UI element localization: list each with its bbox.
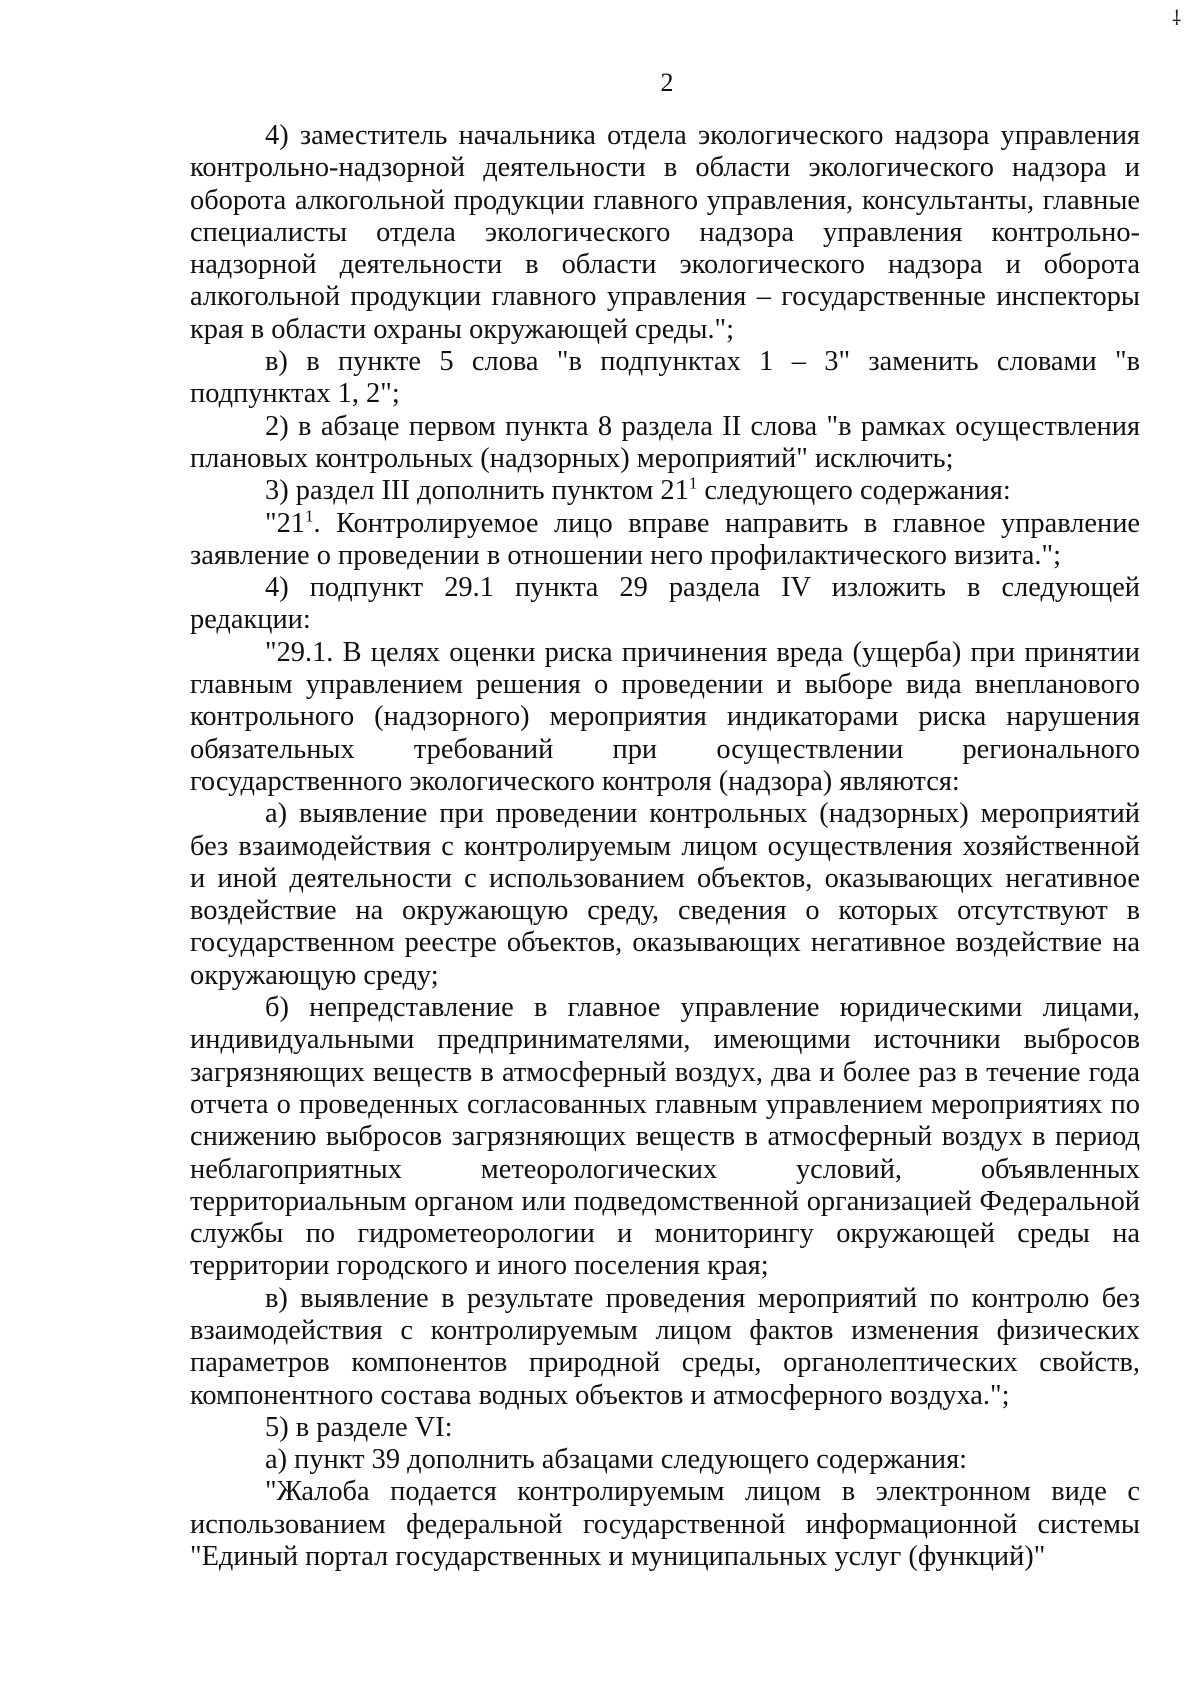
paragraph-item-3 xyxy=(190,475,1140,507)
paragraph-subitem-a: а) пункт 39 дополнить абзацами следующего содержания: xyxy=(265,1444,968,1476)
clause-21-1-text: . Контролируемое лицо вправе направить в главное управление заявление о проведении в отношении него профилактического визита."; xyxy=(190,507,1140,571)
paragraph-item-4: 4) заместитель начальника отдела экологического надзора управления контрольно-надзорной деятельности в области экологического надзора и оборота алкогольной продукции главного управления, консультанты, главные специалисты отдела экологического надзора управления контрольно-надзорной деятельности в области экологического надзора и оборота алкогольной продукции главного управления – государственные инспекторы края в области охраны окружающей среды."; xyxy=(190,120,1140,345)
paragraph-item-3-tail: следующего содержания: xyxy=(697,475,1011,507)
scan-mark-icon: ⸸ xyxy=(1172,6,1182,30)
paragraph-indicator-b: б) непредставление в главное управление юридическими лицами, индивидуальными предпринимателями, имеющими источники выбросов загрязняющих веществ в атмосферный воздух, два и более раз в течение года отчета о проведенных согласованных главным управлением мероприятиях по снижению выбросов загрязняющих веществ в атмосферный воздух в период неблагоприятных метеорологических условий, объявленных территориальным органом или подведомственной организацией Федеральной службы по гидрометеорологии и мониторингу окружающей среды на территории городского и иного поселения края; xyxy=(190,992,1140,1282)
superscript: 1 xyxy=(304,506,314,526)
paragraph-subitem-v: в) в пункте 5 слова "в подпунктах 1 – 3" заменить словами "в подпунктах 1, 2"; xyxy=(190,346,1140,410)
superscript: 1 xyxy=(688,473,698,493)
paragraph-complaint: "Жалоба подается контролируемым лицом в электронном виде с использованием федеральной государственной информационной системы "Единый портал государственных и муниципальных услуг (функций)" xyxy=(190,1476,1140,1573)
paragraph-indicator-a: а) выявление при проведении контрольных (надзорных) мероприятий без взаимодействия с контролируемым лицом осуществления хозяйственной и иной деятельности с использованием объектов, оказывающих негативное воздействие на окружающую среду, сведения о которых отсутствуют в государственном реестре объектов, оказывающих негативное воздействие на окружающую среду; xyxy=(190,798,1140,991)
paragraph-item-2: 2) в абзаце первом пункта 8 раздела II слова "в рамках осуществления плановых контрольных (надзорных) мероприятий" исключить; xyxy=(190,410,1140,474)
paragraph-item-4-subpoint: 4) подпункт 29.1 пункта 29 раздела IV изложить в следующей редакции: xyxy=(190,572,1140,636)
paragraph-item-5: 5) в разделе VI: xyxy=(265,1411,453,1443)
paragraph-clause-21-1 xyxy=(190,508,1140,573)
document-body xyxy=(190,120,1140,1573)
paragraph-clause-29-1: "29.1. В целях оценки риска причинения вреда (ущерба) при принятии главным управлением решения о проведении и выборе вида внепланового контрольного (надзорного) мероприятия индикаторами риска нарушения обязательных требований при осуществлении регионального государственного экологического контроля (надзора) являются: xyxy=(190,636,1140,797)
clause-21-1-number: "21 xyxy=(265,507,305,539)
page-number: 2 xyxy=(660,68,674,97)
paragraph-item-3-text: 3) раздел III дополнить пунктом 21 xyxy=(265,475,689,507)
paragraph-indicator-v: в) выявление в результате проведения мероприятий по контролю без взаимодействия с контролируемым лицом фактов изменения физических параметров компонентов природной среды, органолептических свойств, компонентного состава водных объектов и атмосферного воздуха."; xyxy=(190,1282,1140,1411)
